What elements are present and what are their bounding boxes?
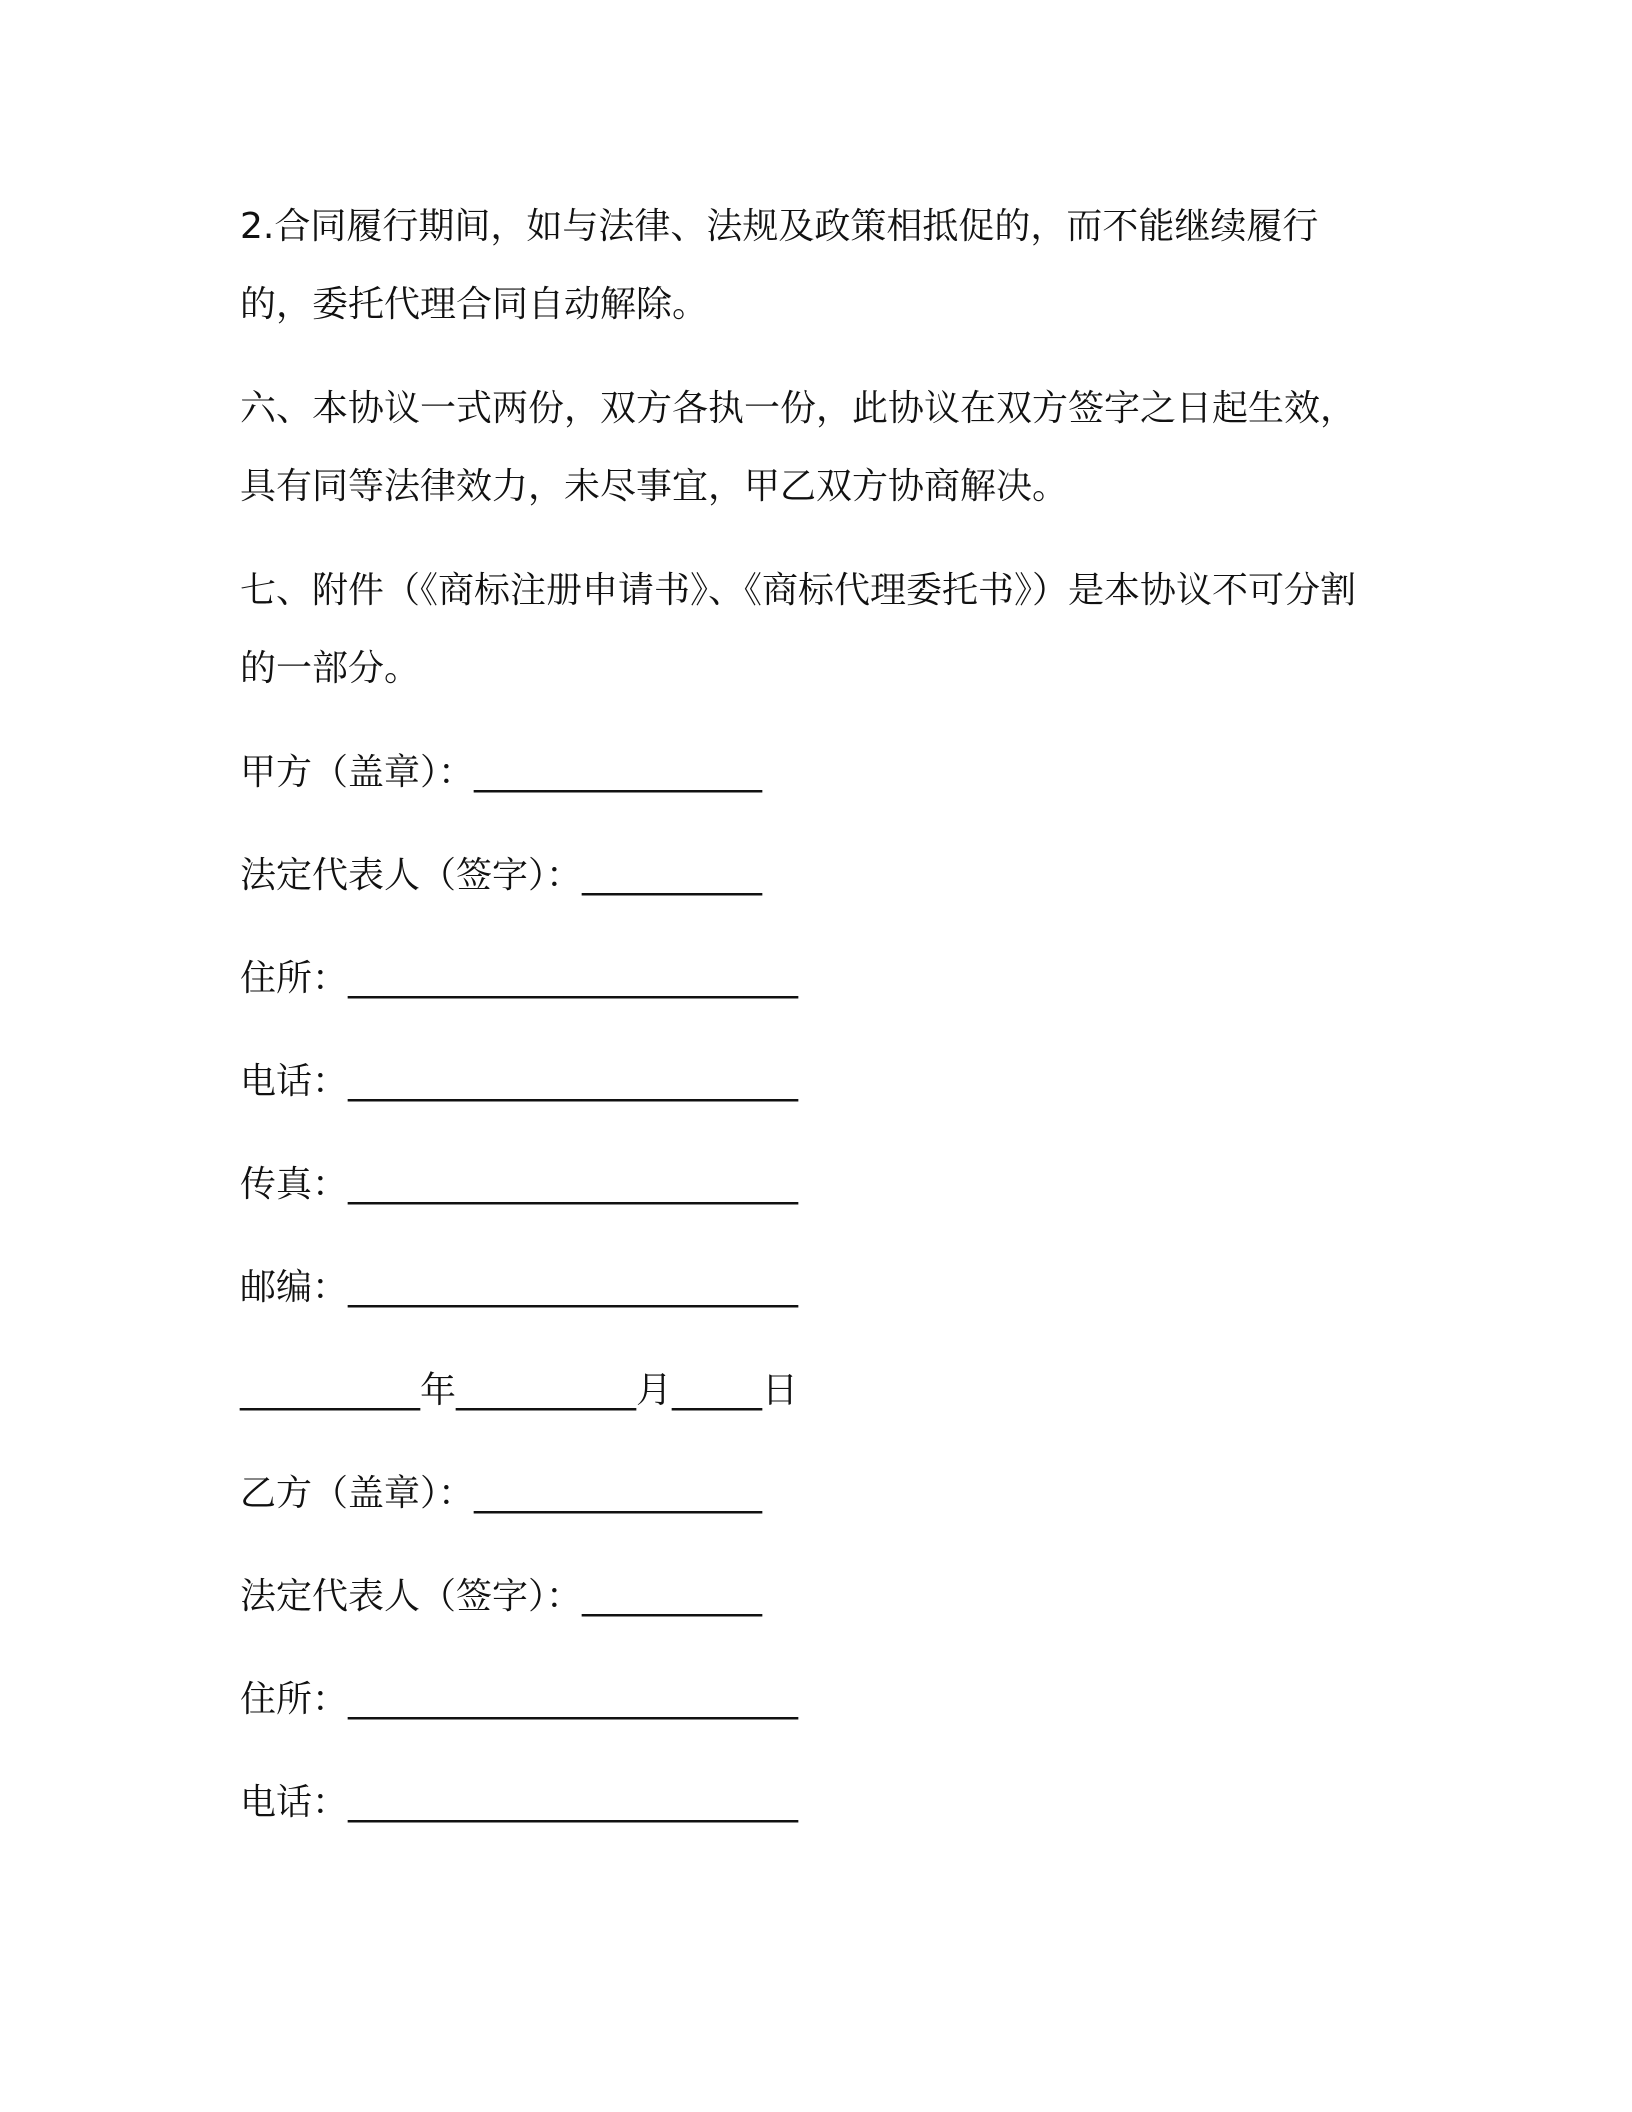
party-b-representative: 法定代表人（签字）：__________ — [240, 1576, 763, 1617]
party-a-phone: 电话：_________________________ — [240, 1061, 799, 1102]
party-a-address: 住所：_________________________ — [240, 958, 799, 999]
clause-2-termination: 2.合同履行期间，如与法律、法规及政策相抵促的，而不能继续履行的，委托代理合同自动解除。 — [240, 206, 1319, 325]
party-a-postcode: 邮编：_________________________ — [240, 1267, 799, 1308]
party-a-date: __________年__________月_____日 — [240, 1370, 798, 1411]
party-b-phone: 电话：_________________________ — [240, 1782, 799, 1823]
party-a-seal: 甲方（盖章）：________________ — [240, 752, 763, 793]
clause-6-copies: 六、本协议一式两份，双方各执一份，此协议在双方签字之日起生效，具有同等法律效力，未尽事宜，甲乙双方协商解决。 — [240, 388, 1357, 507]
clause-7-attachments: 七、附件（《商标注册申请书》、《商标代理委托书》）是本协议不可分割的一部分。 — [240, 570, 1357, 689]
document-body — [240, 188, 1390, 1867]
party-b-seal: 乙方（盖章）：________________ — [240, 1473, 763, 1514]
party-b-address: 住所：_________________________ — [240, 1679, 799, 1720]
party-a-fax: 传真：_________________________ — [240, 1164, 799, 1205]
party-a-representative: 法定代表人（签字）：__________ — [240, 855, 763, 896]
